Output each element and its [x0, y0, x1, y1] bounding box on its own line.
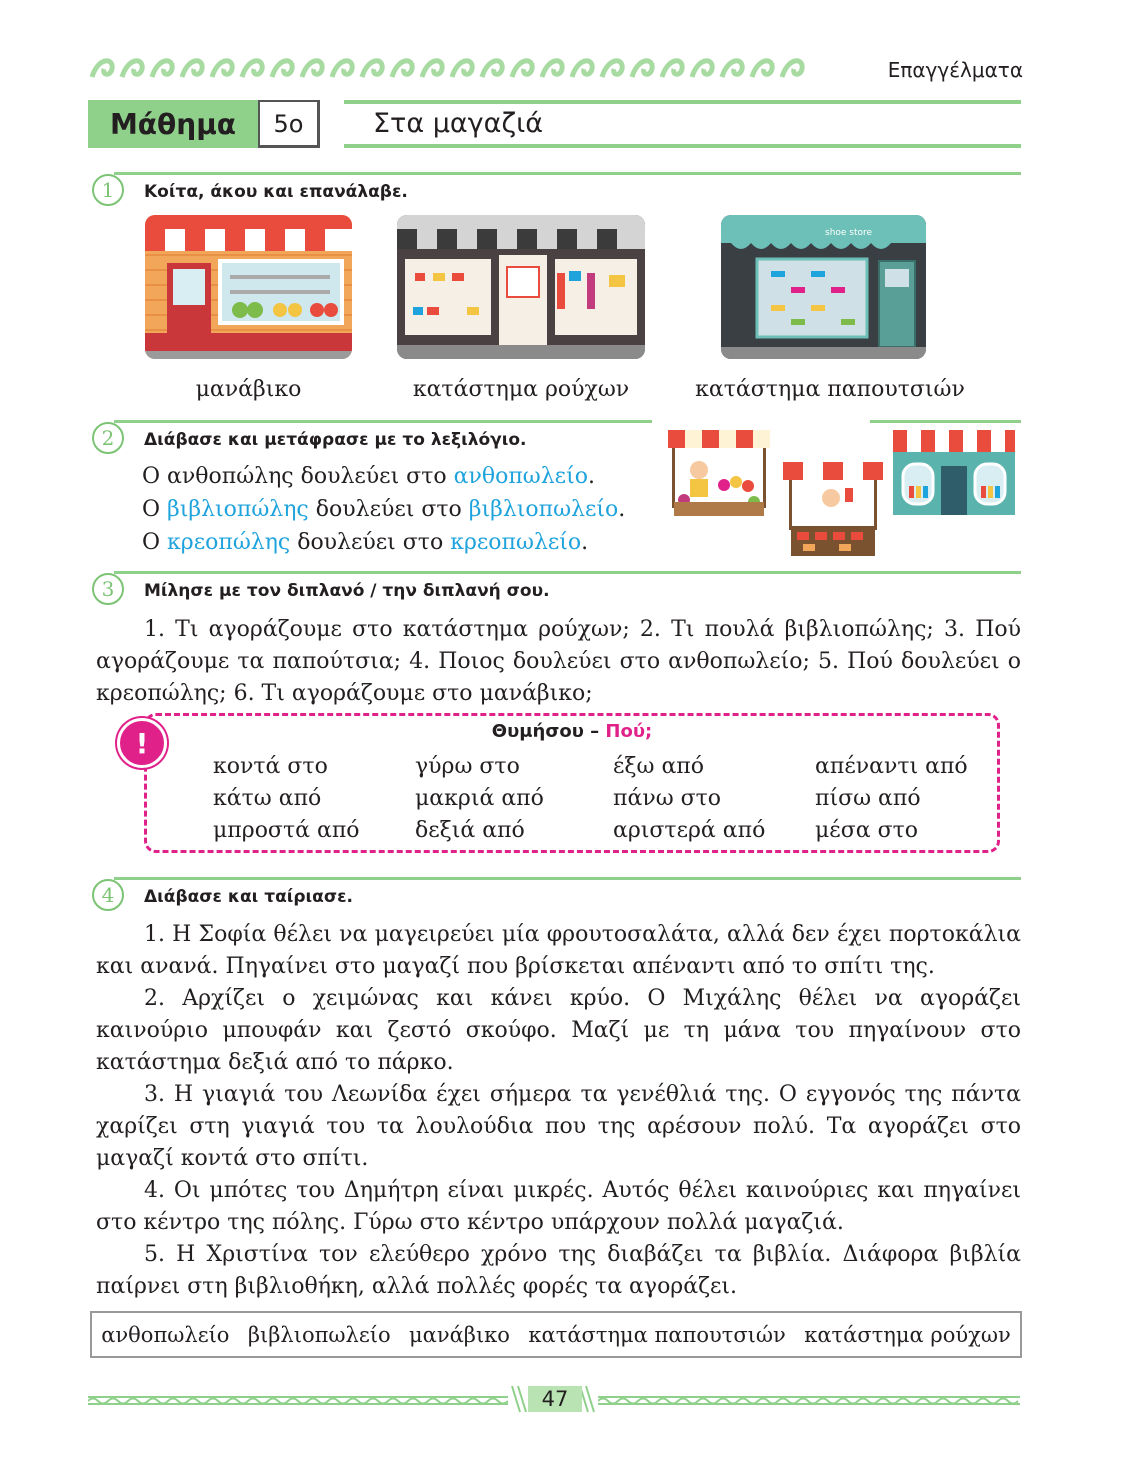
clothing-store-illustration [397, 215, 645, 359]
section-2-header [92, 420, 652, 456]
reminder-title-highlight: Πού; [605, 721, 653, 742]
vocab-text: Ο [142, 497, 168, 522]
preposition-item: απέναντι από [815, 754, 968, 779]
vocab-text: δουλεύει στο [308, 497, 469, 522]
vocab-text: . [618, 497, 626, 522]
answer-option: βιβλιοπωλείο [247, 1322, 391, 1347]
vocab-line-2 [142, 493, 625, 526]
preposition-item: πίσω από [815, 786, 921, 811]
vocab-word: βιβλιοπωλείο [468, 497, 619, 522]
section-number: 3 [92, 573, 124, 605]
footer-band-right [598, 1393, 1020, 1407]
section-number: 2 [92, 422, 124, 454]
section-rule [114, 172, 1021, 175]
answer-option: κατάστημα παπουτσιών [528, 1322, 786, 1347]
bookstore-illustration [893, 430, 1015, 515]
vocab-line-1 [142, 460, 595, 493]
shoe-store-illustration [721, 215, 926, 359]
section-title: Διάβασε και μετάφρασε με το λεξιλόγιο. [144, 430, 527, 450]
section-number: 4 [92, 879, 124, 911]
section-1-header [92, 172, 1021, 208]
lesson-header [88, 100, 1021, 148]
section-4-header [92, 877, 1021, 913]
lesson-title: Στα μαγαζιά [373, 108, 544, 139]
section-rule [114, 420, 652, 423]
section-title: Διάβασε και ταίριασε. [144, 887, 354, 907]
section-title: Μίλησε με τον διπλανό / την διπλανή σου. [144, 581, 550, 601]
preposition-item: κοντά στο [213, 754, 328, 779]
paragraph-5: 5. Η Χριστίνα τον ελεύθερο χρόνο της διαβάζει τα βιβλία. Διάφορα βιβλία παίρνει στη βιβλιοθήκη, αλλά πολλές φορές τα αγοράζει. [96, 1242, 1021, 1299]
header-rule-bottom [344, 144, 1021, 148]
reminder-title-text: Θυμήσου [491, 721, 584, 742]
vocab-text: δουλεύει στο [290, 530, 451, 555]
chapter-title: Επαγγέλματα [887, 58, 1023, 82]
footer-band-left [88, 1393, 508, 1407]
preposition-item: κάτω από [213, 786, 322, 811]
vocab-text: Ο ανθοπώλης δουλεύει στο [142, 464, 454, 489]
answer-option: κατάστημα ρούχων [804, 1322, 1011, 1347]
section-number: 1 [92, 174, 124, 206]
header-rule-top [344, 100, 1021, 104]
page-number: 47 [528, 1386, 582, 1412]
exclamation-icon: ! [117, 718, 167, 768]
shoe-store-sign: shoe store [825, 228, 873, 238]
discussion-questions: 1. Τι αγοράζουμε στο κατάστημα ρούχων; 2. Τι πουλά βιβλιοπώλης; 3. Πού αγοράζουμε τα παπούτσια; 4. Ποιος δουλεύει στο ανθοπωλείο; 5. Πού δουλεύει ο κρεοπώλης; 6. Τι αγοράζουμε στο μανάβικο; [96, 617, 1021, 706]
vocab-word: κρεοπωλείο [450, 530, 582, 555]
reminder-title [147, 721, 997, 742]
vocab-word: ανθοπωλείο [453, 464, 588, 489]
paragraph-2: 2. Αρχίζει ο χειμώνας και κάνει κρύο. Ο Μιχάλης θέλει να αγοράζει καινούριο μπουφάν και ζεστό σκούφο. Μαζί με τη μάνα του πηγαίνουν στο κατάστημα δεξιά από το πάρκο. [96, 986, 1021, 1075]
preposition-item: μπροστά από [213, 818, 360, 843]
section-rule [114, 571, 1021, 574]
caption-clothing-store: κατάστημα ρούχων [412, 377, 630, 402]
florist-illustration [664, 430, 774, 520]
paragraph-4: 4. Οι μπότες του Δημήτρη είναι μικρές. Αυτός θέλει καινούριες και πηγαίνει στο κέντρο της πόλης. Γύρω στο κέντρο υπάρχουν πολλά μαγαζιά. [96, 1178, 1021, 1235]
preposition-item: δεξιά από [415, 818, 525, 843]
paragraph-3: 3. Η γιαγιά του Λεωνίδα έχει σήμερα τα γενέθλιά της. Ο εγγονός της πάντα χαρίζει στη γιαγιά του τα λουλούδια που της αρέσουν πολύ. Τα αγοράζει στο μαγαζί κοντά στο σπίτι. [96, 1082, 1021, 1171]
preposition-item: έξω από [613, 754, 705, 779]
paragraph-1: 1. Η Σοφία θέλει να μαγειρεύει μία φρουτοσαλάτα, αλλά δεν έχει πορτοκάλια και ανανά. Πηγαίνει στο μαγαζί που βρίσκεται απέναντι από το σπίτι της. [96, 922, 1021, 979]
lesson-number: 5ο [258, 100, 320, 148]
answer-options-box [90, 1311, 1022, 1358]
answer-option: μανάβικο [409, 1322, 510, 1347]
reminder-box [144, 713, 1000, 853]
greengrocer-illustration [145, 215, 352, 359]
section-2-rule-right [870, 420, 1021, 423]
vocab-text: Ο [142, 530, 168, 555]
vocab-word: κρεοπώλης [167, 530, 291, 555]
vocab-word: βιβλιοπώλης [167, 497, 309, 522]
vocab-line-3 [142, 526, 588, 559]
section-rule [114, 877, 1021, 880]
decorative-wave-band [88, 55, 823, 83]
preposition-item: μακριά από [415, 786, 544, 811]
preposition-item: πάνω στο [613, 786, 722, 811]
section-title: Κοίτα, άκου και επανάλαβε. [144, 182, 408, 202]
preposition-item: αριστερά από [613, 818, 766, 843]
section-3-header [92, 571, 1021, 607]
vocab-text: . [587, 464, 595, 489]
caption-greengrocer: μανάβικο [195, 377, 302, 402]
butcher-illustration [783, 462, 883, 560]
vocab-text: . [581, 530, 589, 555]
caption-shoe-store: κατάστημα παπουτσιών [695, 377, 965, 402]
preposition-grid [213, 751, 1015, 847]
lesson-label: Μάθημα [88, 100, 258, 148]
preposition-item: γύρω στο [415, 754, 520, 779]
reminder-title-dash: – [583, 721, 606, 742]
preposition-item: μέσα στο [815, 818, 918, 843]
answer-option: ανθοπωλείο [101, 1322, 230, 1347]
